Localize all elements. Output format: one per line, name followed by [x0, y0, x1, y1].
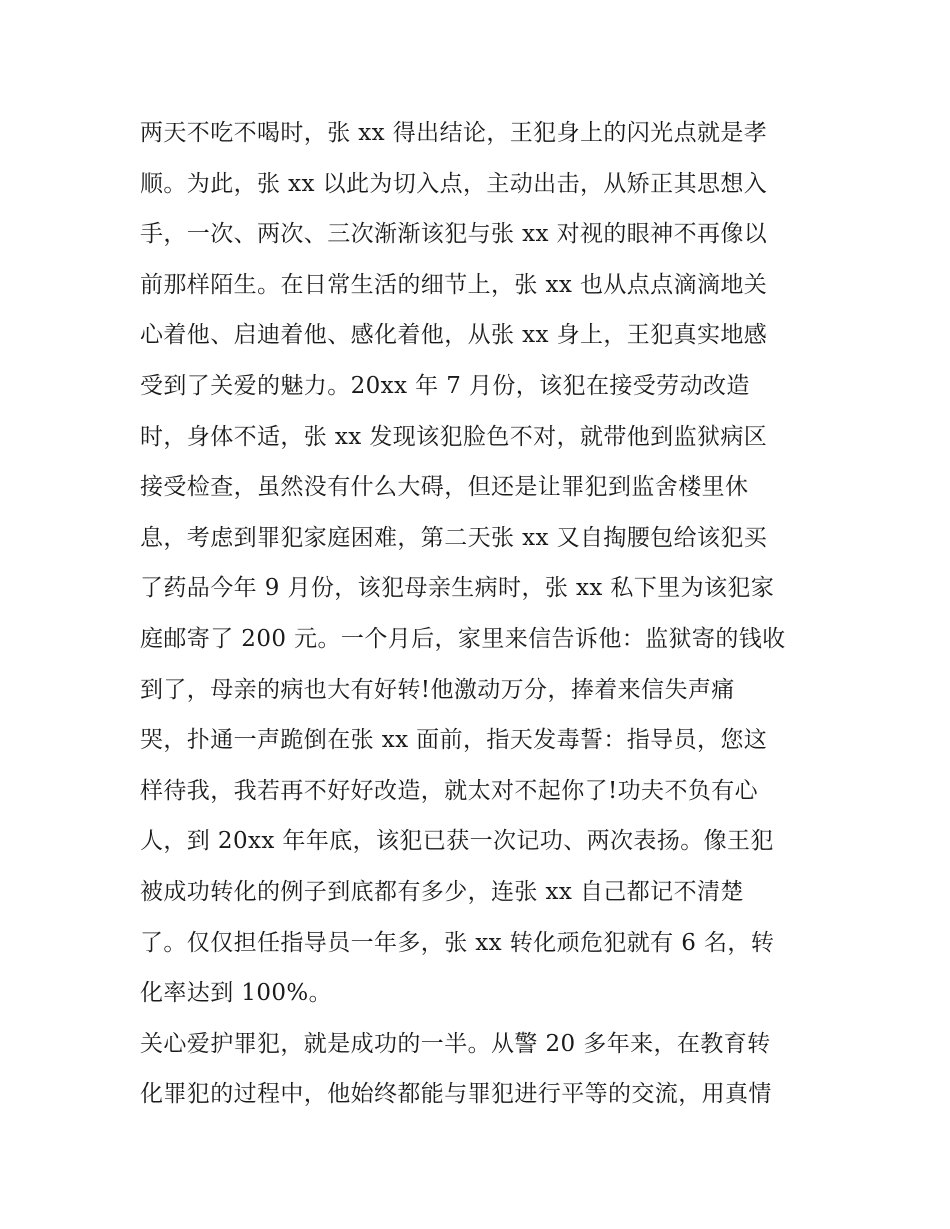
- text-line: 顺。为此，张 xx 以此为切入点，主动出击，从矫正其思想入: [140, 170, 768, 197]
- text-line: 手，一次、两次、三次渐渐该犯与张 xx 对视的眼神不再像以: [140, 221, 768, 248]
- text-line: 人，到 20xx 年年底，该犯已获一次记功、两次表扬。像王犯: [140, 828, 774, 855]
- text-line: 样待我，我若再不好好改造，就太对不起你了!功夫不负有心: [140, 777, 759, 804]
- text-line: 关心爱护罪犯，就是成功的一半。从警 20 多年来，在教育转: [140, 1030, 771, 1057]
- text-line: 受到了关爱的魅力。20xx 年 7 月份，该犯在接受劳动改造: [140, 372, 750, 399]
- text-line: 到了，母亲的病也大有好转!他激动万分，捧着来信失声痛: [140, 676, 735, 703]
- text-line: 化率达到 100%。: [140, 980, 333, 1007]
- text-line: 化罪犯的过程中，他始终都能与罪犯进行平等的交流，用真情: [140, 1081, 772, 1108]
- body-text: [140, 108, 820, 1120]
- text-line: 两天不吃不喝时，张 xx 得出结论，王犯身上的闪光点就是孝: [140, 120, 768, 146]
- text-line: 前那样陌生。在日常生活的细节上，张 xx 也从点点滴滴地关: [140, 271, 768, 298]
- text-line: 了。仅仅担任指导员一年多，张 xx 转化顽危犯就有 6 名，转: [140, 929, 775, 956]
- text-line: 心着他、启迪着他、感化着他，从张 xx 身上，王犯真实地感: [140, 322, 768, 349]
- text-line: 了药品今年 9 月份，该犯母亲生病时，张 xx 私下里为该犯家: [140, 575, 775, 602]
- text-line: 哭，扑通一声跪倒在张 xx 面前，指天发毒誓：指导员，您这: [140, 727, 768, 754]
- text-line: 接受检查，虽然没有什么大碍，但还是让罪犯到监舍楼里休: [140, 474, 749, 501]
- text-line: 被成功转化的例子到底都有多少，连张 xx 自己都记不清楚: [140, 878, 744, 905]
- text-line: 庭邮寄了 200 元。一个月后，家里来信告诉他：监狱寄的钱收: [140, 625, 786, 652]
- text-line: 息，考虑到罪犯家庭困难，第二天张 xx 又自掏腰包给该犯买: [140, 524, 768, 551]
- text-line: 时，身体不适，张 xx 发现该犯脸色不对，就带他到监狱病区: [140, 423, 768, 450]
